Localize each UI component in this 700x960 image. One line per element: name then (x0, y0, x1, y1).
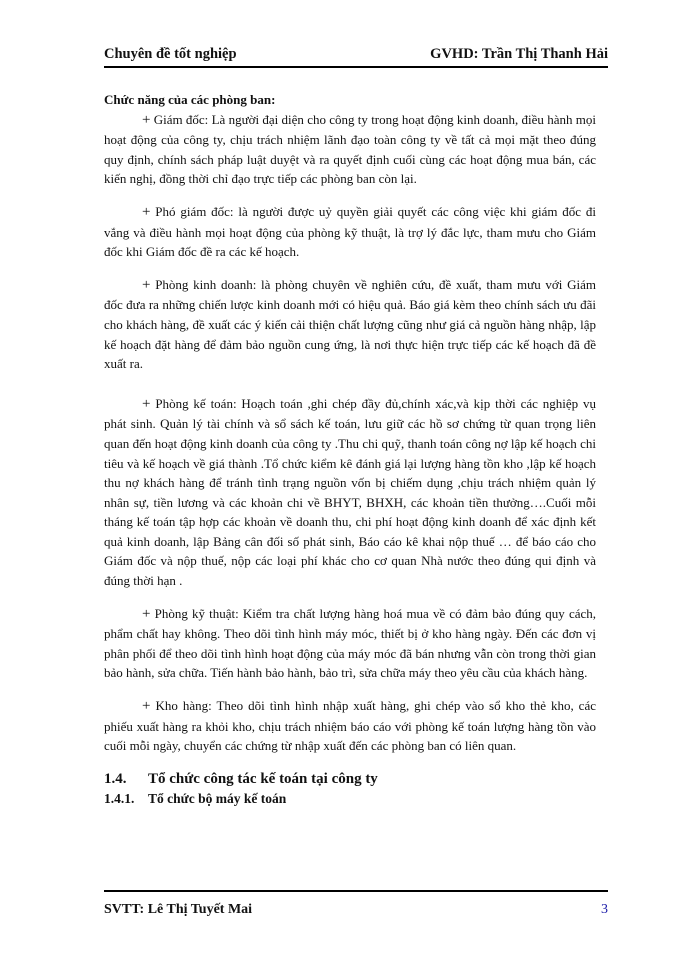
page-header (104, 44, 608, 68)
paragraph-text: Phòng kỹ thuật: Kiểm tra chất lượng hàng hoá mua về có đảm bảo đúng quy cách, phẩm chất hay không. Theo dõi tình hình máy móc, thiết bị ở kho hàng ngày. Đến các đơn vị phân phối để theo dõi tình hình hoạt động của máy móc đã bán nhưng vẫn còn trong thời gian bảo hành, sửa chữa. Tiến hành bảo hành, bảo trì, sửa chữa máy theo yêu cầu của khách hàng. (104, 605, 596, 681)
plus-bullet: + (142, 395, 151, 412)
plus-bullet: + (142, 111, 151, 128)
plus-bullet: + (142, 605, 151, 622)
section-number: 1.4.1. (104, 790, 135, 806)
document-title: Chuyên đề tốt nghiệp (104, 46, 237, 62)
departments-heading: Chức năng của các phòng ban: (104, 92, 276, 107)
supervisor-name: GVHD: Trần Thị Thanh Hải (430, 46, 608, 62)
paragraph-text: Phó giám đốc: là người được uỷ quyền giải quyết các công việc khi giám đốc đi vắng và điều hành mọi hoạt động của phòng kỹ thuật, là trợ lý đắc lực, tham mưu cho Giám đốc khi Giám đốc đề ra các kế hoạch. (104, 203, 597, 260)
paragraph-text: Giám đốc: Là người đại diện cho công ty trong hoạt động kinh doanh, điều hành mọi hoạt động của công ty, chịu trách nhiệm lãnh đạo toàn công ty về tất cả mọi mặt theo đúng quy định, chính sách pháp luật duyệt và ra quyết định cuối cùng các hoạt động mua bán, các kiến nghị, đồng thời chỉ đạo trực tiếp các phòng ban còn lại. (104, 111, 596, 187)
plus-bullet: + (142, 698, 151, 715)
paragraph-technical (104, 604, 596, 683)
page-footer (104, 890, 608, 917)
paragraph-text: Kho hàng: Theo dõi tình hình nhập xuất hàng, ghi chép vào sổ kho thẻ kho, các phiếu xuất hàng ra khỏi kho, chịu trách nhiệm báo cáo với phòng kế toán lượng hàng tồn vào cuối mỗi ngày, chuyển các chứng từ nhập xuất đến các phòng ban có liên quan. (104, 698, 596, 754)
section-number: 1.4. (104, 770, 127, 787)
plus-bullet: + (142, 203, 151, 220)
paragraph-director (104, 110, 596, 189)
paragraph-text: Phòng kinh doanh: là phòng chuyên về nghiên cứu, đề xuất, tham mưu với Giám đốc đưa ra những chiến lược kinh doanh mới có hiệu quả. Báo giá kèm theo chính sách ưu đãi cho khách hàng, đề xuất các ý kiến cải thiện chất lượng cũng như giá cả nguồn hàng nhập, lập kế hoạch đặt hàng để đảm bảo nguồn cung ứng, là nơi thực hiện trực tiếp các kế hoạch đã đề xuất ra. (104, 276, 596, 372)
page-number: 3 (601, 902, 608, 917)
paragraph-warehouse (104, 696, 596, 756)
section-heading-1-4-1 (104, 789, 596, 809)
student-name: SVTT: Lê Thị Tuyết Mai (104, 902, 253, 917)
paragraph-accounting (104, 394, 596, 591)
plus-bullet: + (142, 276, 151, 293)
paragraph-deputy-director (104, 202, 596, 262)
section-title: Tổ chức công tác kế toán tại công ty (148, 770, 378, 787)
page-content (104, 90, 596, 809)
section-heading-1-4 (104, 769, 596, 789)
paragraph-text: Phòng kế toán: Hoạch toán ,ghi chép đầy đủ,chính xác,và kịp thời các nghiệp vụ phát sinh. Quản lý tài chính và sổ sách kế toán, lưu giữ các hồ sơ chứng từ quan trọng liên quan đến hoạt động kinh doanh của công ty .Thu chi quỹ, thanh toán công nợ lập kế hoạch chi tiêu và kế hoạch về giá thành .Tổ chức kiểm kê đánh giá lại lượng hàng tồn kho ,lập kế hoạch thu nợ khách hàng để tránh tình trạng nguồn vốn bị chiếm dụng ,chịu trách nhiệm quản lý nhân sự, tiền lương và các khoản chi về BHYT, BHXH, các khoản tiền thưởng….Cuối mỗi tháng kế toán tập hợp các khoản về doanh thu, chi phí hoạt động kinh doanh để xác định kết quả kinh doanh, lập Bảng cân đối số phát sinh, Báo cáo kê khai nộp thuế … để báo cáo cho Giám đốc và nộp thuế, nộp các loại phí khác cho cơ quan Nhà nước theo đúng qui định và đúng thời hạn . (104, 395, 597, 589)
paragraph-sales (104, 275, 596, 374)
section-title: Tổ chức bộ máy kế toán (148, 790, 287, 806)
